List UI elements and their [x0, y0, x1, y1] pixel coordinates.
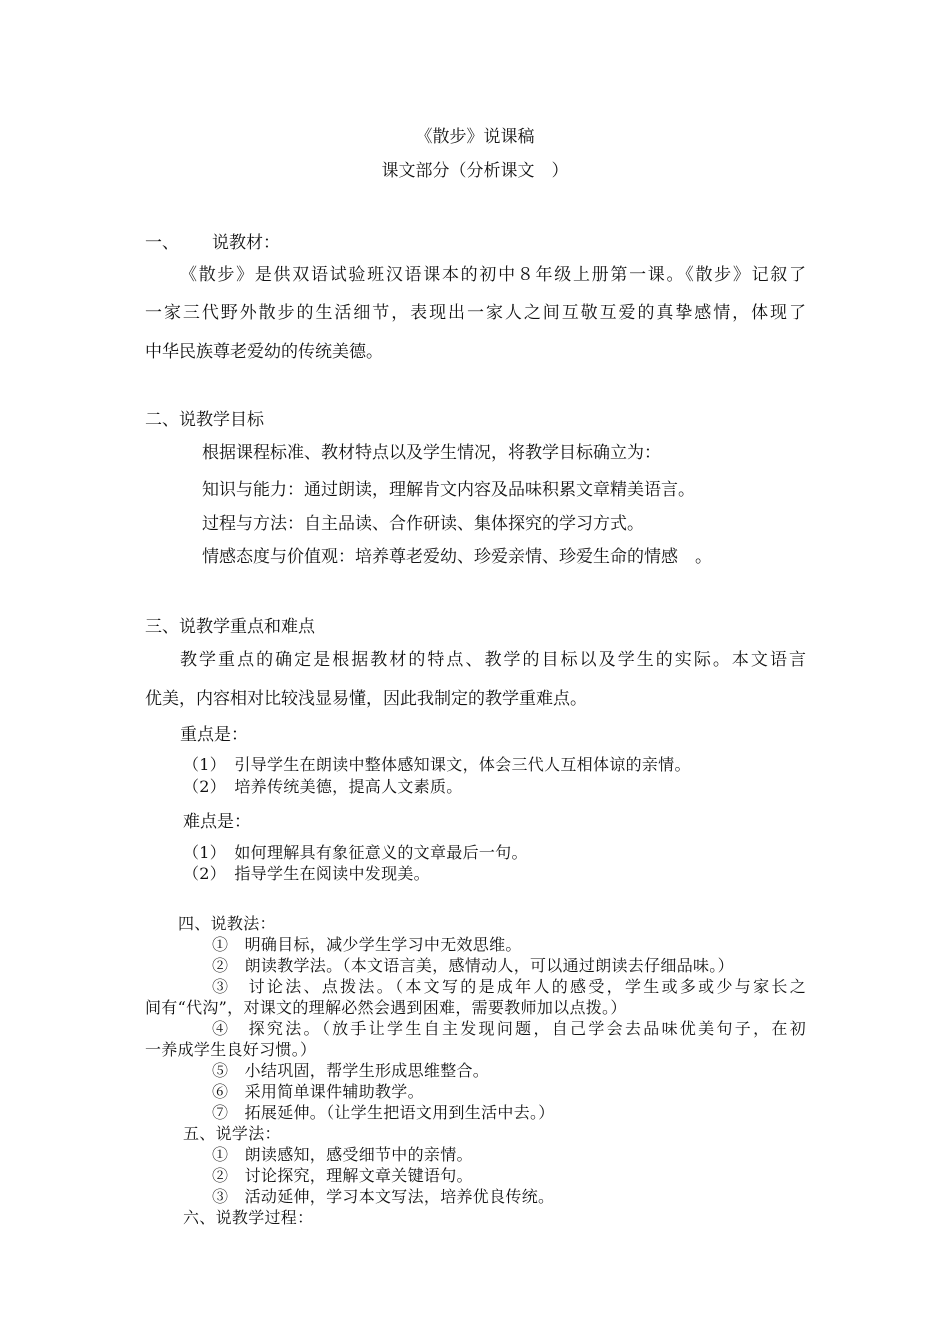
section-1-heading: 说教材：	[212, 233, 280, 253]
teaching-method-item: ① 明确目标，减少学生学习中无效思维。	[212, 935, 522, 954]
section-2-heading: 二、说教学目标	[145, 410, 264, 430]
learning-method-item: ③ 活动延伸，学习本文写法，培养优良传统。	[212, 1187, 555, 1206]
section-2-line: 过程与方法：自主品读、合作研读、集体探究的学习方式。	[202, 514, 644, 534]
difficult-point-item: （2） 指导学生在阅读中发现美。	[183, 864, 430, 883]
learning-method-item: ① 朗读感知，感受细节中的亲情。	[212, 1145, 473, 1164]
section-1-paragraph-line: 一家三代野外散步的生活细节，表现出一家人之间互敬互爱的真挚感情，体现了	[145, 303, 806, 323]
key-point-item: （2） 培养传统美德，提高人文素质。	[183, 777, 463, 796]
section-1-number: 一、	[145, 233, 179, 253]
section-1-paragraph-line: 《散步》是供双语试验班汉语课本的初中８年级上册第一课。《散步》记叙了	[180, 265, 806, 285]
section-3-heading: 三、说教学重点和难点	[145, 617, 315, 637]
difficult-points-label: 难点是：	[183, 812, 251, 832]
learning-method-item: ② 讨论探究，理解文章关键语句。	[212, 1166, 473, 1185]
section-2-line: 根据课程标准、教材特点以及学生情况，将教学目标确立为：	[202, 443, 661, 463]
key-point-item: （1） 引导学生在朗读中整体感知课文，体会三代人互相体谅的亲情。	[183, 755, 691, 774]
teaching-method-item: ⑦ 拓展延伸。（让学生把语文用到生活中去。）	[212, 1103, 555, 1122]
teaching-method-item: ④ 探究法。（放手让学生自主发现问题，自己学会去品味优美句子，在初	[212, 1019, 806, 1038]
document-title: 《散步》说课稿	[415, 127, 535, 147]
document-subtitle: 课文部分（分析课文 ）	[381, 161, 569, 181]
section-3-paragraph-line: 优美，内容相对比较浅显易懂，因此我制定的教学重难点。	[145, 689, 587, 709]
key-points-label: 重点是：	[180, 725, 248, 745]
teaching-method-item: ⑤ 小结巩固，帮学生形成思维整合。	[212, 1061, 490, 1080]
teaching-method-continuation: 一养成学生良好习惯。）	[145, 1040, 317, 1059]
teaching-method-continuation: 间有“代沟”，对课文的理解必然会遇到困难，需要教师加以点拨。）	[145, 998, 627, 1017]
teaching-method-item: ③ 讨论法、点拨法。（本文写的是成年人的感受，学生或多或少与家长之	[212, 977, 806, 996]
section-1-paragraph-line: 中华民族尊老爱幼的传统美德。	[145, 342, 383, 362]
teaching-method-item: ② 朗读教学法。（本文语言美，感情动人，可以通过朗读去仔细品味。）	[212, 956, 734, 975]
teaching-method-item: ⑥ 采用简单课件辅助教学。	[212, 1082, 424, 1101]
section-3-paragraph-line: 教学重点的确定是根据教材的特点、教学的目标以及学生的实际。本文语言	[180, 650, 806, 670]
section-6-heading: 六、说教学过程：	[183, 1208, 314, 1227]
section-5-heading: 五、说学法：	[183, 1124, 281, 1143]
section-2-line: 知识与能力：通过朗读，理解肯文内容及品味积累文章精美语言。	[202, 480, 695, 500]
section-2-line: 情感态度与价值观：培养尊老爱幼、珍爱亲情、珍爱生命的情感 。	[202, 547, 712, 567]
section-4-heading: 四、说教法：	[178, 914, 276, 933]
difficult-point-item: （1） 如何理解具有象征意义的文章最后一句。	[183, 843, 528, 862]
